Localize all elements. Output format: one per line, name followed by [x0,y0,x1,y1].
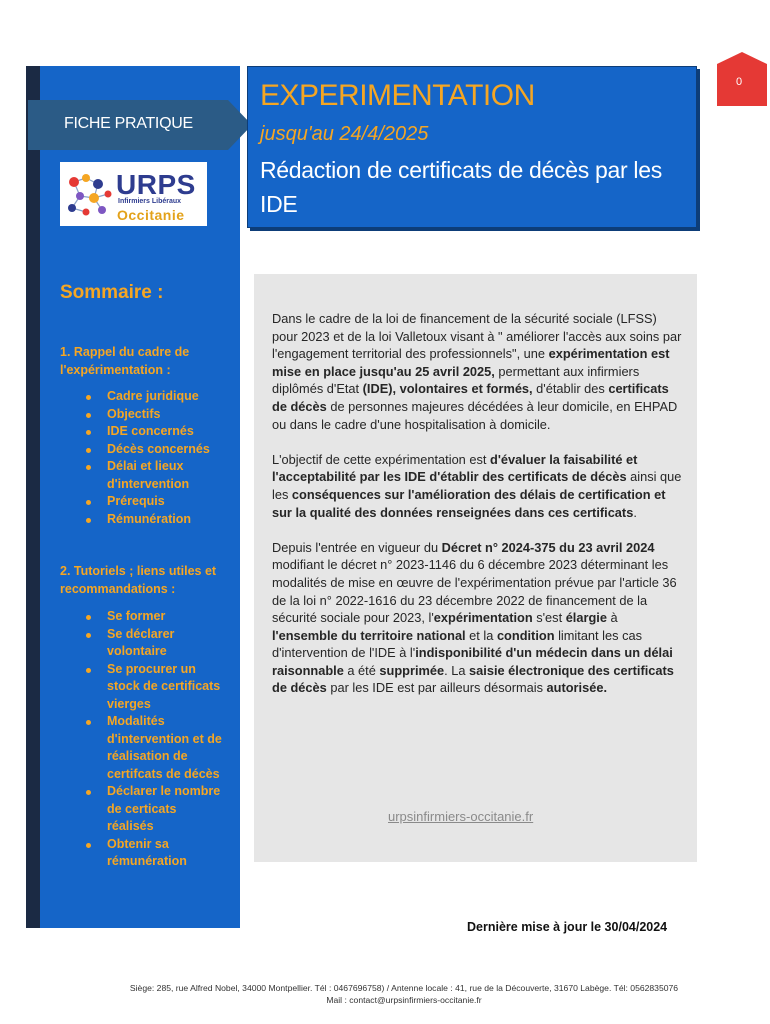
text-run: . [633,504,637,520]
paragraph-intro [272,310,682,433]
logo-name: URPS [116,169,196,200]
toc-section-2-title: 2. Tutoriels ; liens utiles et recommandations : [60,564,217,596]
text-run: par les IDE est par ailleurs désormais [326,680,547,696]
toc-item: Déclarer le nombre de certicats réalisés [84,783,226,836]
content-panel [254,274,697,862]
toc-item: Objectifs [84,406,234,424]
logo-region: Occitanie [117,207,185,223]
toc-item: Cadre juridique [84,388,234,406]
footer-address: Siège: 285, rue Alfred Nobel, 34000 Montpellier. Tél : 0467696758) / Antenne locale : 41, rue de la Découverte, 31670 Labège. Tél: 0562835076 [129,983,679,993]
bold-text: supprimée [379,662,445,678]
bold-text: conséquences sur l'amélioration des délais de certification et sur la qualité des données renseignées dans ces certificats [272,486,666,520]
bold-text: Décret n° 2024-375 du 23 avril 2024 [441,539,655,555]
bold-text: certificats de décès [272,381,669,414]
toc-item: Délai et lieux d'intervention [84,458,234,493]
bold-text: d'évaluer la faisabilité et l'acceptabilité par les IDE d'établir des certificats de décès [272,451,638,485]
text-run: et la [465,627,497,643]
bold-text: élargie [565,610,607,626]
header-box [247,66,697,228]
page-number-badge [717,52,767,106]
toc-item: Décès concernés [84,441,234,459]
text-run: limitant les cas d'intervention de l'IDE à l' [272,627,642,661]
urps-logo [60,162,207,226]
toc-item: Se déclarer volontaire [84,626,226,661]
paragraph-decree [272,539,682,697]
website-link[interactable]: urpsinfirmiers-occitanie.fr [388,809,534,824]
sommaire-title: Sommaire : [60,282,164,303]
sidebar-edge [26,66,40,928]
bold-text: indisponibilité d'un médecin dans un délai raisonnable [272,645,673,678]
bold-text: saisie électronique des certificats de décès [272,662,674,696]
toc-section-2-list [84,608,226,871]
fiche-pratique-label: FICHE PRATIQUE [64,115,193,132]
footer-email: Mail : contact@urpsinfirmiers-occitanie.fr [326,995,482,1005]
last-update: Dernière mise à jour le 30/04/2024 [467,920,668,934]
text-run: d'établir des [532,381,609,397]
molecule-icon [64,168,116,220]
toc-item: Se procurer un stock de certificats vierges [84,661,226,714]
text-run: Depuis l'entrée en vigueur du [272,539,442,555]
toc-section-1-list [84,388,234,528]
text-run: . La [444,662,470,678]
bold-text: expérimentation [433,610,533,626]
text-run: Dans le cadre de la loi de financement de la sécurité sociale (LFSS) pour 2023 et de la loi Valletoux visant à " améliorer l'accès aux soins par l'engagement territorial des professionnels", une [272,311,682,362]
toc-item: Obtenir sa rémunération [84,836,226,871]
footer [0,982,770,1006]
content-text [272,310,682,715]
paragraph-objective [272,451,682,521]
text-run: a été [343,662,380,678]
text-run: permettant aux infirmiers diplômés d'Etat [272,363,640,397]
logo-subtitle: Infirmiers Libéraux [118,198,182,205]
text-run: de personnes majeures décédées à leur domicile, en EHPAD ou dans le cadre d'une hospitalisation à domicile. [272,398,678,432]
toc-item: Prérequis [84,493,234,511]
text-run: L'objectif de cette expérimentation est [272,451,490,467]
toc-item: Se former [84,608,226,626]
fiche-pratique-tab [28,100,228,150]
text-run: modifiant le décret n° 2023-1146 du 6 décembre 2023 déterminant les modalités de mise en œuvre de l'expérimentation prévue par l'article 36 de la loi n° 2022-1616 du 23 décembre 2022 de financement de la sécurité sociale pour 2023, l' [272,557,677,626]
text-run: à [606,610,618,626]
page-heading: Rédaction de certificats de décès par les IDE [260,157,662,217]
text-run: ainsi que les [272,469,682,502]
text-run: s'est [532,610,566,626]
bold-text: condition [496,627,555,643]
page-subtitle: jusqu'au 24/4/2025 [260,123,429,145]
page-number: 0 [736,76,743,88]
bold-text: expérimentation est mise en place jusqu'au 25 avril 2025, [272,346,670,379]
toc-item: Modalités d'intervention et de réalisation de certifcats de décès [84,713,226,783]
toc-item: Rémunération [84,511,234,529]
bold-text: l'ensemble du territoire national [272,627,466,643]
bold-text: (IDE), volontaires et formés, [362,381,533,397]
page-title: EXPERIMENTATION [260,79,535,112]
bold-text: autorisée. [546,680,608,696]
toc-section-1-title: 1. Rappel du cadre de l'expérimentation : [60,345,190,377]
toc-item: IDE concernés [84,423,234,441]
